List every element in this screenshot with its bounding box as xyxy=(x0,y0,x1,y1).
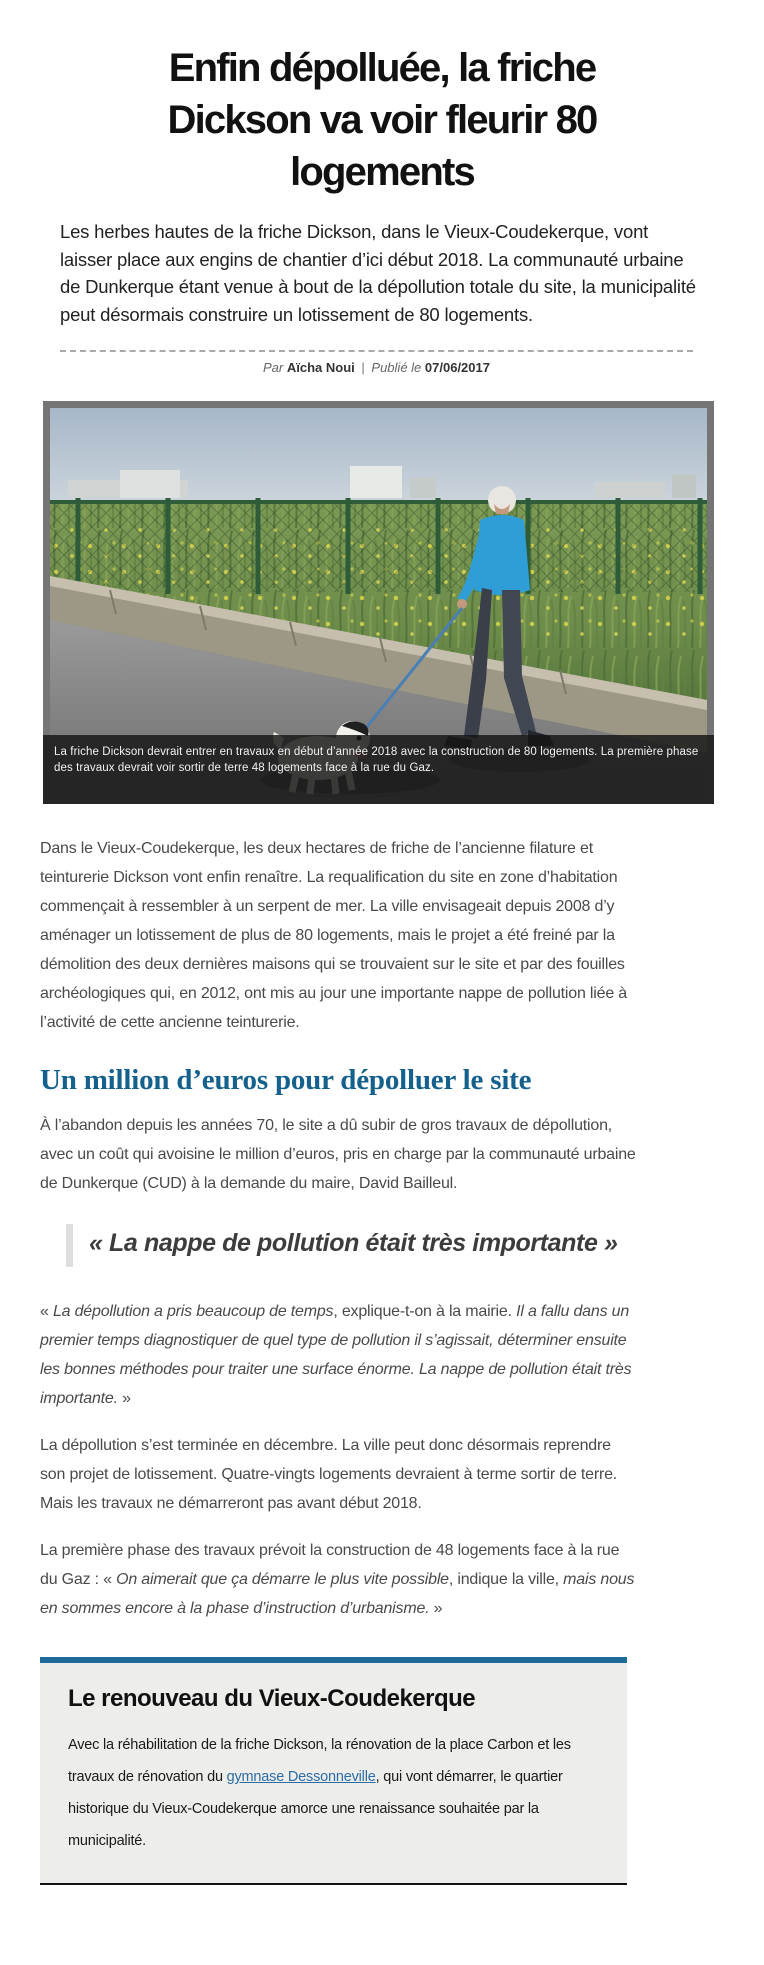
page-title xyxy=(72,42,692,198)
title-line-1: Enfin dépolluée, la friche xyxy=(168,46,596,90)
article-photo xyxy=(43,401,714,804)
article-lead: Les herbes hautes de la friche Dickson, dans le Vieux-Coudekerque, vont laisser place aux engins de chantier d’ici début 2018. La communauté urbaine de Dunkerque étant venue à bout de la dépollution totale du site, la municipalité peut désormais construire un lotissement de 80 logements. xyxy=(60,221,696,325)
box-text xyxy=(68,1729,599,1857)
quote-italic-1: La dépollution a pris beaucoup de temps xyxy=(52,1303,334,1320)
quote-open: « xyxy=(40,1303,53,1320)
paragraph-phase xyxy=(40,1536,640,1623)
paragraph-done: La dépollution s’est terminée en décembre. La ville peut donc désormais reprendre son projet de lotissement. Quatre-vingts logements devraient à terme sortir de terre. Mais les travaux ne démarreront pas avant début 2018. xyxy=(40,1437,618,1512)
pull-quote xyxy=(66,1224,640,1267)
phase-roman-2: , indique la ville, xyxy=(448,1571,564,1588)
title-line-2: Dickson va voir fleurir 80 xyxy=(167,98,597,142)
photo-caption: La friche Dickson devrait entrer en travaux en début d’année 2018 avec la construction de 80 logements. La première phase des travaux devrait voir sortir de terre 48 logements face à la rue du Gaz. xyxy=(43,735,714,804)
phase-italic-2: mais nous en sommes encore à la phase d’instruction d’urbanisme. xyxy=(40,1571,635,1617)
article-header xyxy=(0,0,764,375)
paragraph-quote xyxy=(40,1297,640,1413)
quote-italic-2: Il a fallu dans un premier temps diagnostiquer de quel type de pollution il s’agissait, déterminer ensuite les bonnes méthodes pour traiter une surface énorme. La nappe de pollution était très importante. xyxy=(40,1303,632,1407)
byline xyxy=(60,360,693,375)
phase-italic-1: On aimerait que ça démarre le plus vite possible xyxy=(116,1571,449,1588)
gymnase-dessonneville-link[interactable]: gymnase Dessonneville xyxy=(226,1769,376,1785)
quote-roman-1: , explique-t-on à la mairie. xyxy=(333,1303,517,1320)
paragraph-cost: À l’abandon depuis les années 70, le site a dû subir de gros travaux de dépollution, avec un coût qui avoisine le million d’euros, pris en charge par la communauté urbaine de Dunkerque (CUD) à la demande du maire, David Bailleul. xyxy=(40,1117,636,1192)
sidebar-box xyxy=(40,1657,627,1885)
dashed-separator xyxy=(60,350,693,352)
section-heading: Un million d’euros pour dépolluer le site xyxy=(40,1064,532,1096)
byline-date: 07/06/2017 xyxy=(424,360,490,375)
quote-close: » xyxy=(117,1390,131,1407)
byline-separator: | xyxy=(361,360,365,375)
bottom-whitespace xyxy=(0,1885,764,1965)
box-text-before: Avec la réhabilitation de la friche Dickson, la rénovation de la place Carbon et les travaux de rénovation du xyxy=(68,1737,571,1785)
byline-par-label: Par xyxy=(263,360,284,375)
paragraph-intro: Dans le Vieux-Coudekerque, les deux hectares de friche de l’ancienne filature et teinturerie Dickson vont enfin renaître. La requalification du site en zone d’habitation commençait à ressembler à un serpent de mer. La ville envisageait depuis 2008 d’y aménager un lotissement de plus de 80 logements, mais le projet a été freiné par la démolition des deux dernières maisons qui se trouvaient sur le site et par des fouilles archéologiques qui, en 2012, ont mis au jour une importante nappe de pollution liée à l’activité de cette ancienne teinturerie. xyxy=(40,840,627,1031)
phase-roman-1: La première phase des travaux prévoit la construction de 48 logements face à la rue du Gaz : « xyxy=(40,1542,620,1588)
title-line-3: logements xyxy=(290,150,474,194)
byline-author: Aïcha Noui xyxy=(286,360,355,375)
box-text-after: , qui vont démarrer, le quartier historique du Vieux-Coudekerque amorce une renaissance souhaitée par la municipalité. xyxy=(68,1769,563,1849)
phase-roman-3: » xyxy=(429,1600,443,1617)
box-heading: Le renouveau du Vieux-Coudekerque xyxy=(68,1685,476,1712)
pull-quote-text: « La nappe de pollution était très importante » xyxy=(89,1229,618,1257)
article-body xyxy=(40,834,640,1885)
byline-published-label: Publié le xyxy=(371,360,422,375)
